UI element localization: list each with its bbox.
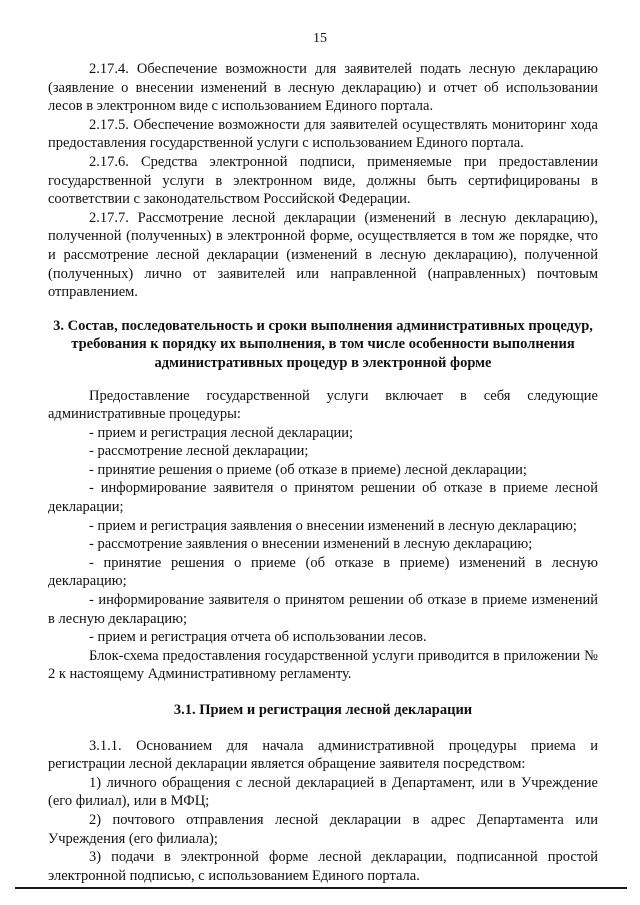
procedure-item: - прием и регистрация заявления о внесении изменений в лесную декларацию; [89, 517, 577, 534]
spacer [48, 720, 598, 737]
paragraph-2-17-5: 2.17.5. Обеспечение возможности для заявителей осуществлять мониторинг хода предоставления государственной услуги с использованием Единого портала. [48, 116, 598, 152]
procedure-item: - рассмотрение заявления о внесении изменений в лесную декларацию; [89, 536, 533, 553]
paragraph-2-17-6: 2.17.6. Средства электронной подписи, применяемые при предоставлении государственной услуги в электронном виде, должны быть сертифицированы в соответствии с законодательством Российской Федерации. [48, 153, 598, 208]
spacer [48, 684, 598, 701]
procedure-item: - информирование заявителя о принятом решении об отказе в приеме лесной декларации; [48, 480, 598, 516]
list-item-3: 3) подачи в электронной форме лесной декларации, подписанной простой электронной подписью, с использованием Единого портала. [48, 849, 598, 884]
section-3-1-heading: 3.1. Прием и регистрация лесной декларации [173, 702, 473, 718]
section-3-intro: Предоставление государственной услуги включает в себя следующие административные процедуры: [48, 387, 598, 423]
spacer [48, 302, 598, 317]
paragraph-2-17-4: 2.17.4. Обеспечение возможности для заявителей подать лесную декларацию (заявление о внесении изменений в лесную декларацию) и отчет об использовании лесов в электронном виде с использованием Единого портала. [48, 61, 598, 115]
page-content [48, 60, 598, 885]
list-item-1: 1) личного обращения с лесной декларацией в Департамент, или в Учреждение (его филиал), или в МФЦ; [48, 774, 598, 810]
paragraph-3-1-1: 3.1.1. Основанием для начала административной процедуры приема и регистрации лесной декларации является обращение заявителя посредством: [48, 737, 598, 773]
spacer [48, 373, 598, 387]
procedure-item: - рассмотрение лесной декларации; [89, 443, 309, 460]
procedure-item: - прием и регистрация лесной декларации; [89, 424, 354, 441]
page-number: 15 [313, 31, 327, 46]
procedure-item: - принятие решения о приеме (об отказе в приеме) изменений в лесную декларацию; [48, 554, 598, 590]
list-item-2: 2) почтового отправления лесной декларации в адрес Департамента или Учреждения (его филиала); [48, 811, 598, 847]
procedure-item: - информирование заявителя о принятом решении об отказе в приеме изменений в лесную декларацию; [48, 592, 598, 627]
section-3-heading: 3. Состав, последовательность и сроки выполнения административных процедур, требования к порядку их выполнения, в том числе особенности выполнения административных процедур в электронной форме [53, 317, 593, 371]
bottom-rule [15, 887, 627, 889]
flowchart-note: Блок-схема предоставления государственной услуги приводится в приложении № 2 к настоящему Административному регламенту. [48, 647, 598, 683]
paragraph-2-17-7: 2.17.7. Рассмотрение лесной декларации (изменений в лесную декларацию), полученной (полученных) в электронной форме, осуществляется в том же порядке, что и рассмотрение лесной декларации (изменений в лесную декларацию), полученной (полученных) лично от заявителей или направленной (направленных) почтовым отправлением. [48, 209, 598, 301]
procedure-item: - принятие решения о приеме (об отказе в приеме) лесной декларации; [89, 461, 527, 478]
procedure-item: - прием и регистрация отчета об использовании лесов. [89, 629, 427, 646]
